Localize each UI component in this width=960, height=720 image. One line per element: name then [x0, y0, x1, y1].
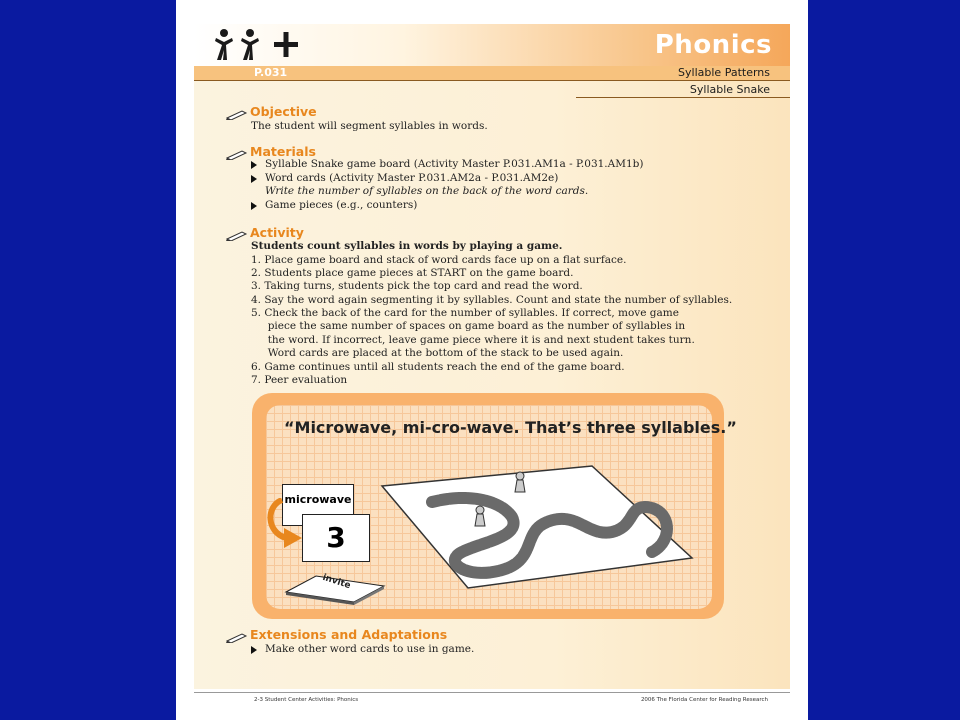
activity-line: 7. Peer evaluation: [251, 374, 348, 386]
footer-right: 2006 The Florida Center for Reading Research: [640, 697, 768, 703]
activity-line: 6. Game continues until all students reach the end of the game board.: [251, 361, 625, 373]
footer-rule: [194, 692, 790, 693]
activity-name: Syllable Snake: [689, 83, 770, 96]
activity-code: P.031: [254, 66, 288, 79]
snake-game-board-illustration: [372, 462, 702, 592]
illustration-quote: “Microwave, mi-cro-wave. That’s three syllables.”: [284, 418, 737, 437]
materials-item: Word cards (Activity Master P.031.AM2a - P.031.AM2e): [265, 172, 559, 184]
bullet-icon: [251, 646, 257, 654]
header-bar: [194, 24, 790, 66]
header-rule: [576, 97, 790, 98]
grade-level-logo-icon: [214, 28, 306, 62]
game-piece-icon: [475, 506, 485, 526]
activity-line: 3. Taking turns, students pick the top card and read the word.: [251, 280, 583, 292]
syllable-count-card: 3: [302, 514, 370, 562]
materials-item: Game pieces (e.g., counters): [265, 199, 418, 211]
activity-line: Word cards are placed at the bottom of the stack to be used again.: [251, 347, 624, 359]
strand-title: Syllable Patterns: [678, 66, 770, 79]
pencil-icon: [226, 110, 248, 120]
materials-note: Write the number of syllables on the back of the word cards.: [265, 185, 589, 197]
bullet-icon: [251, 175, 257, 183]
materials-item: Syllable Snake game board (Activity Master P.031.AM1a - P.031.AM1b): [265, 158, 644, 170]
objective-text: The student will segment syllables in words.: [251, 120, 488, 132]
card-stack-word: invite: [321, 572, 352, 592]
activity-line: 2. Students place game pieces at START on the game board.: [251, 267, 574, 279]
activity-line: the word. If incorrect, leave game piece where it is and next student takes turn.: [251, 334, 695, 346]
footer-left: 2-3 Student Center Activities: Phonics: [254, 697, 359, 703]
activity-line: 4. Say the word again segmenting it by syllables. Count and state the number of syllables.: [251, 294, 733, 306]
pencil-icon: [226, 633, 248, 643]
activity-line: 5. Check the back of the card for the number of syllables. If correct, move game: [251, 307, 679, 319]
activity-line: piece the same number of spaces on game board as the number of syllables in: [251, 320, 686, 332]
document-page: [176, 0, 808, 720]
extensions-item: Make other word cards to use in game.: [265, 643, 475, 655]
subject-title: Phonics: [654, 30, 772, 60]
objective-heading: Objective: [250, 104, 317, 119]
bullet-icon: [251, 161, 257, 169]
bullet-icon: [251, 202, 257, 210]
activity-heading: Activity: [250, 225, 304, 240]
activity-intro: Students count syllables in words by playing a game.: [251, 240, 563, 252]
materials-heading: Materials: [250, 144, 316, 159]
pencil-icon: [226, 231, 248, 241]
word-card: microwave: [282, 484, 354, 526]
extensions-heading: Extensions and Adaptations: [250, 627, 448, 642]
activity-line: 1. Place game board and stack of word cards face up on a flat surface.: [251, 254, 627, 266]
game-piece-icon: [515, 472, 525, 492]
pencil-icon: [226, 150, 248, 160]
